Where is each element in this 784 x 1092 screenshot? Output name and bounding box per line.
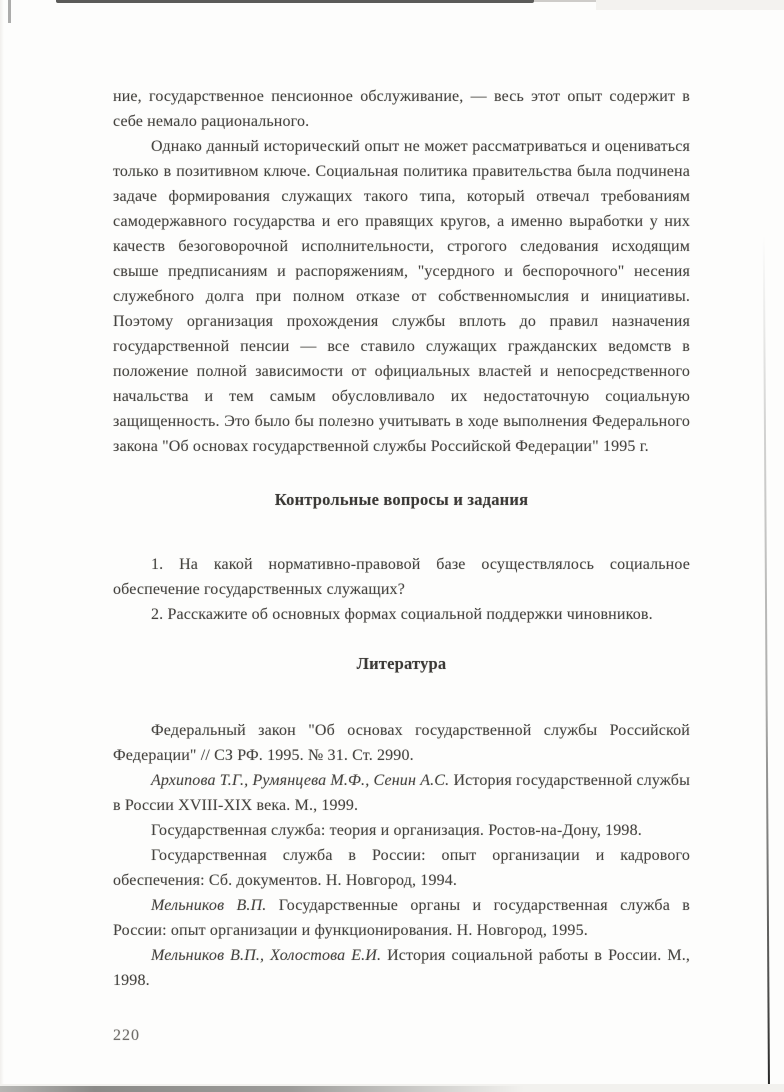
- entry-text: Государственная служба: теория и организация. Ростов-на-Дону, 1998.: [151, 822, 642, 839]
- entry-text: Государственные органы и государственная служба в России: опыт организации и функционирования. Н. Новгород, 1995.: [113, 897, 691, 939]
- entry-text: История государственной службы в России XVIII-XIX века. М., 1999.: [113, 772, 690, 814]
- entry-text: Государственная служба в России: опыт организации и кадрового обеспечения: Сб. документов. Н. Новгород, 1994.: [113, 847, 690, 889]
- scan-edge-bottom-smudge: [0, 1086, 524, 1092]
- entry-text: Федеральный закон "Об основах государственной службы Российской Федерации" // СЗ РФ. 1995. № 31. Ст. 2990.: [113, 722, 690, 764]
- entry-authors: Мельников В.П., Холостова Е.И.: [151, 947, 382, 964]
- body-paragraph-continuation: ние, государственное пенсионное обслуживание, — весь этот опыт содержит в себе немало рационального.: [113, 88, 690, 130]
- question-item-1: 1. На какой нормативно-правовой базе осуществлялось социальное обеспечение государственных служащих?: [113, 556, 690, 598]
- page-number: 220: [113, 1027, 140, 1044]
- section-heading-literature: Литература: [356, 654, 447, 673]
- body-paragraph: Однако данный исторический опыт не может рассматриваться и оцениваться только в позитивном ключе. Социальная политика правительства была подчинена задаче формирования служащих такого типа, который отвечал требованиям самодержавного государства и его правящих кругов, а именно выработки у них качеств безоговорочной исполнительности, строгого следования исходящим свыше предписаниям и распоряжениям, "усердного и беспорочного" несения служебного долга при полном отказе от собственномыслия и инициативы. Поэтому организация прохождения службы вплоть до правил назначения государственной пенсии — все ставило служащих гражданских ведомств в положение полной зависимости от официальных властей и непосредственного начальства и тем самым обусловливало их недостаточную социальную защищенность. Это было бы полезно учитывать в ходе выполнения Федерального закона "Об основах государственной службы Российской Федерации" 1995 г.: [113, 138, 690, 455]
- literature-entry: [113, 718, 690, 768]
- literature-entry: [113, 768, 690, 818]
- entry-authors: Мельников В.П.: [151, 897, 267, 914]
- literature-entry: [113, 943, 690, 993]
- literature-entry: [113, 843, 690, 893]
- section-heading-control-questions: Контрольные вопросы и задания: [274, 490, 529, 509]
- entry-authors: Архипова Т.Г., Румянцева М.Ф., Сенин А.С.: [151, 772, 450, 789]
- literature-entry: [113, 893, 690, 943]
- literature-entry: [113, 818, 690, 843]
- entry-text: История социальной работы в России. М., 1998.: [113, 947, 690, 989]
- question-item-2: 2. Расскажите об основных формах социальной поддержки чиновников.: [151, 606, 653, 623]
